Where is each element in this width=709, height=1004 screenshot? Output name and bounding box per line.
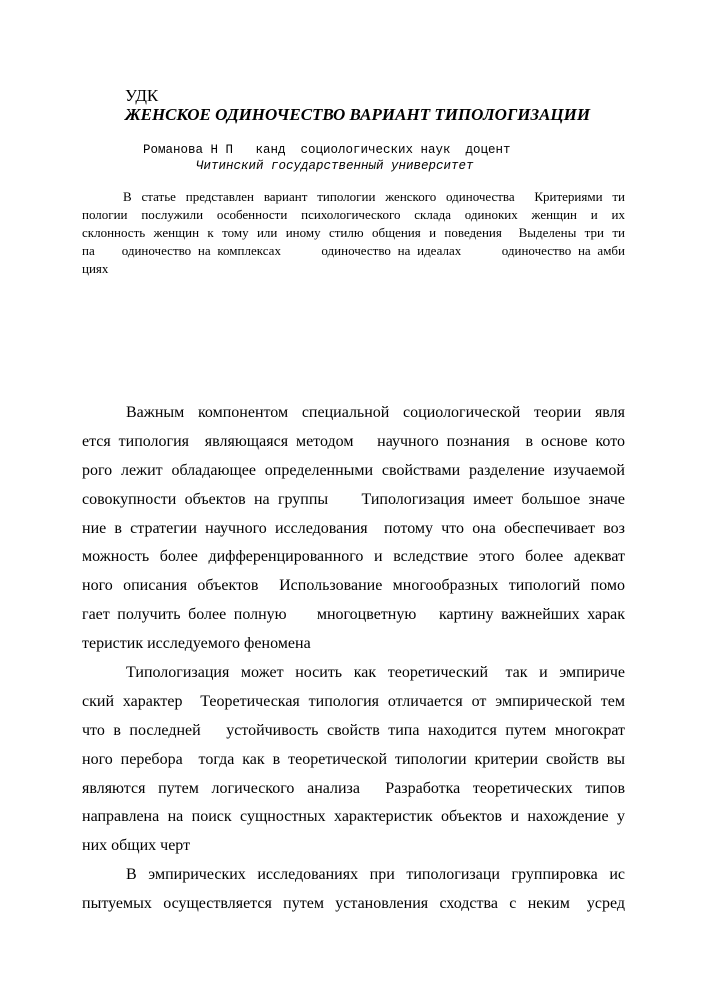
body-line: гает получить более полную многоцветную картину важнейших харак: [82, 606, 625, 624]
body-line: ного перебора тогда как в теоретической типологии критерии свойств вы: [82, 750, 625, 768]
body-line: совокупности объектов на группы Типологизация имеет большое значе: [82, 490, 625, 508]
udk-label: УДК: [125, 86, 159, 105]
abstract: [82, 188, 625, 278]
body-text: [82, 399, 625, 919]
body-line: теристик исследуемого феномена: [82, 635, 311, 653]
abstract-line: циях: [82, 261, 109, 276]
body-line: них общих черт: [82, 837, 191, 855]
body-line: ние в стратегии научного исследования потому что она обеспечивает воз: [82, 519, 625, 537]
body-line: направлена на поиск сущностных характеристик объектов и нахождение у: [82, 808, 625, 826]
body-line: Важным компонентом специальной социологической теории явля: [126, 404, 625, 421]
author-line: Романова Н П канд социологических наук доцент: [143, 143, 511, 157]
abstract-line: пологии послужили особенности психологического склада одиноких женщин и их: [82, 207, 625, 222]
body-line: являются путем логического анализа Разработка теоретических типов: [82, 779, 625, 797]
abstract-line: па одиночество на комплексах одиночество на идеалах одиночество на амби: [82, 243, 625, 258]
university-line: Читинский государственный университет: [196, 159, 474, 173]
body-line: рого лежит обладающее определенными свойствами разделение изучаемой: [82, 461, 625, 479]
body-line: ский характер Теоретическая типология отличается от эмпирической тем: [82, 692, 625, 710]
body-line: В эмпирических исследованиях при типологизаци группировка ис: [126, 866, 625, 884]
body-line: что в последней устойчивость свойств типа находится путем многократ: [82, 721, 625, 739]
article-title: ЖЕНСКОЕ ОДИНОЧЕСТВО ВАРИАНТ ТИПОЛОГИЗАЦИИ: [125, 105, 591, 124]
abstract-line: В статье представлен вариант типологии женского одиночества Критериями ти: [123, 189, 625, 204]
body-line: можность более дифференцированного и вследствие этого более адекват: [82, 548, 625, 566]
body-line: Типологизация может носить как теоретический так и эмпириче: [126, 664, 625, 682]
body-line: ется типология являющаяся методом научного познания в основе кото: [82, 432, 625, 450]
body-line: пытуемых осуществляется путем установления сходства с неким усред: [82, 895, 625, 913]
body-line: ного описания объектов Использование многообразных типологий помо: [82, 577, 625, 595]
abstract-line: склонность женщин к тому или иному стилю общения и поведения Выделены три ти: [82, 225, 625, 240]
